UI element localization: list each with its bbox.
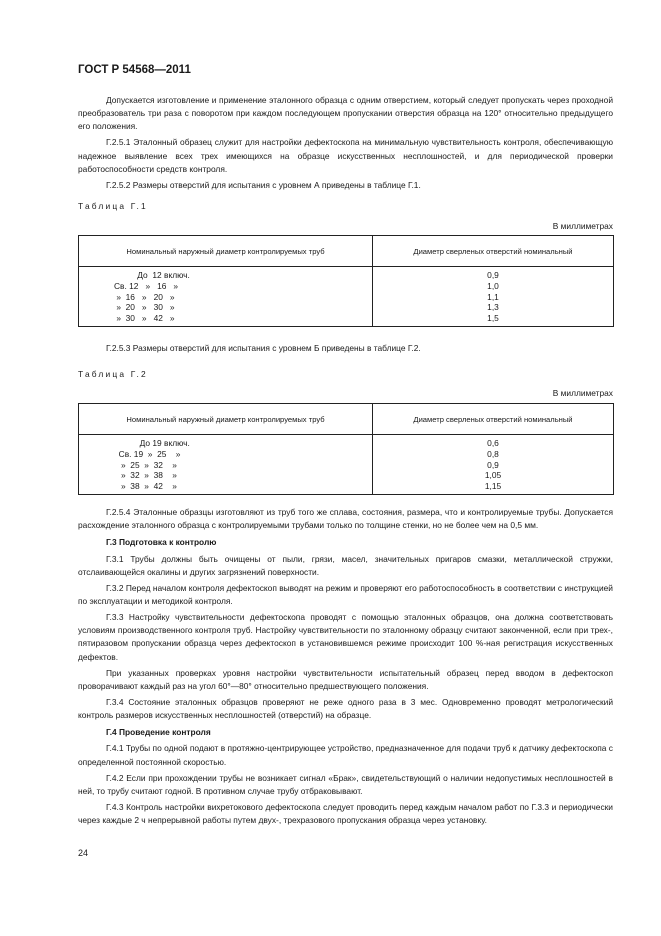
outer-diameter-cell: До 12 включ. [79, 267, 373, 281]
outer-diameter-cell: » 32 » 38 » [79, 470, 373, 481]
hole-diameter-cell: 0,9 [373, 267, 614, 281]
hole-diameter-cell: 0,9 [373, 460, 614, 471]
page-number: 24 [78, 848, 89, 858]
paragraph: Г.4.3 Контроль настройки вихретокового дефектоскопа следует проводить перед каждым началом работ по Г.3.3 и периодически через каждые 2 ч непрерывной работы путем двух-, трехразового пропускания образца через установку. [78, 801, 613, 826]
body-section [78, 506, 613, 830]
table-1-col2-header: Диаметр сверленых отверстий номинальный [373, 236, 614, 267]
table-row [79, 460, 614, 471]
outer-diameter-cell: Св. 19 » 25 » [79, 449, 373, 460]
table-row [79, 302, 614, 313]
table-row [79, 267, 614, 281]
table-row [79, 481, 614, 494]
table-row [79, 470, 614, 481]
hole-diameter-cell: 1,15 [373, 481, 614, 494]
table-row [79, 281, 614, 292]
hole-diameter-cell: 1,1 [373, 292, 614, 303]
paragraph: При указанных проверках уровня настройки чувствительности испытательный образец перед вводом в дефектоскоп проворачивают каждый раз на угол 60°—80° относительно предшествующего положения. [78, 667, 613, 691]
hole-diameter-cell: 1,3 [373, 302, 614, 313]
section-heading-g3: Г.3 Подготовка к контролю [106, 537, 217, 548]
outer-diameter-cell: » 25 » 32 » [79, 460, 373, 471]
table-2-units: В миллиметрах [552, 388, 613, 398]
section-heading-g4: Г.4 Проведение контроля [106, 727, 211, 738]
table-2-col2-header: Диаметр сверленых отверстий номинальный [373, 404, 614, 435]
outer-diameter-cell: Св. 12 » 16 » [79, 281, 373, 292]
outer-diameter-cell: » 38 » 42 » [79, 481, 373, 494]
paragraph-g252: Г.2.5.2 Размеры отверстий для испытания с уровнем А приведены в таблице Г.1. [106, 179, 421, 190]
table-2-col1-header: Номинальный наружный диаметр контролируемых труб [79, 404, 373, 435]
hole-diameter-cell: 1,05 [373, 470, 614, 481]
hole-diameter-cell: 0,8 [373, 449, 614, 460]
paragraph: Г.4.1 Трубы по одной подают в протяжно-центрирующее устройство, предназначенное для подачи труб к датчику дефектоскопа с определенной постоянной скоростью. [78, 743, 613, 767]
hole-diameter-cell: 1,0 [373, 281, 614, 292]
table-row [79, 313, 614, 326]
paragraph-g251: Г.2.5.1 Эталонный образец служит для настройки дефектоскопа на минимальную чувствительность контроля, обеспечивающую надежное выявление всех трех имеющихся на образце искусственных несплошностей, и для периодической проверки работоспособности средств контроля. [78, 137, 613, 174]
paragraph: Г.4.2 Если при прохождении трубы не возникает сигнал «Брак», свидетельствующий о наличии недопустимых несплошностей в ней, то трубу считают годной. В противном случае трубу отбраковывают. [78, 772, 613, 796]
paragraph-g253: Г.2.5.3 Размеры отверстий для испытания с уровнем Б приведены в таблице Г.2. [106, 343, 421, 353]
document-header: ГОСТ Р 54568—2011 [78, 64, 191, 76]
paragraph: Г.3.2 Перед началом контроля дефектоскоп выводят на режим и проверяют его работоспособность в соответствии с инструкцией по эксплуатации и методикой контроля. [78, 582, 613, 607]
paragraph-g253-block [78, 342, 613, 358]
outer-diameter-cell: » 20 » 30 » [79, 302, 373, 313]
outer-diameter-cell: » 30 » 42 » [79, 313, 373, 326]
paragraph: Г.3.3 Настройку чувствительности дефектоскопа проводят с помощью эталонных образцов, она должна соответствовать условиям производственного контроля труб. Настройку чувствительности по эталонному образцу считают законченной, если при трех-, пятиразовом пропускании образца через дефектоскоп в установившемся режиме происходит 100 %-ная регистрация искусственных дефектов. [78, 612, 613, 662]
table-row [79, 292, 614, 303]
table-1-col1-header: Номинальный наружный диаметр контролируемых труб [79, 236, 373, 267]
table-row [79, 435, 614, 449]
table-1 [78, 235, 614, 327]
intro-section [78, 94, 613, 195]
hole-diameter-cell: 0,6 [373, 435, 614, 449]
hole-diameter-cell: 1,5 [373, 313, 614, 326]
table-1-units: В миллиметрах [552, 221, 613, 231]
table-1-label: Таблица Г.1 [78, 201, 148, 211]
table-2 [78, 403, 614, 495]
table-row [79, 449, 614, 460]
paragraph: Г.3.4 Состояние эталонных образцов проверяют не реже одного раза в 3 мес. Одновременно проводят метрологический контроль размеров искусственных несплошностей (отверстий) на образце. [78, 696, 613, 721]
paragraph: Допускается изготовление и применение эталонного образца с одним отверстием, который следует пропускать через проходной преобразователь три раза с поворотом при каждом последующем пропускании отверстия образца на 120° относительно предыдущего его положения. [78, 95, 613, 132]
table-2-label: Таблица Г.2 [78, 369, 148, 379]
paragraph-g254: Г.2.5.4 Эталонные образцы изготовляют из труб того же сплава, состояния, размера, что и контролируемые трубы. Допускается расхождение эталонного образца с контролируемыми трубами только по толщине стенки, но не более чем на 0,5 мм. [78, 507, 613, 531]
outer-diameter-cell: » 16 » 20 » [79, 292, 373, 303]
outer-diameter-cell: До 19 включ. [79, 435, 373, 449]
paragraph: Г.3.1 Трубы должны быть очищены от пыли, грязи, масел, значительных пригаров смазки, металлической стружки, отслаивающейся окалины и других загрязнений поверхности. [78, 553, 613, 577]
